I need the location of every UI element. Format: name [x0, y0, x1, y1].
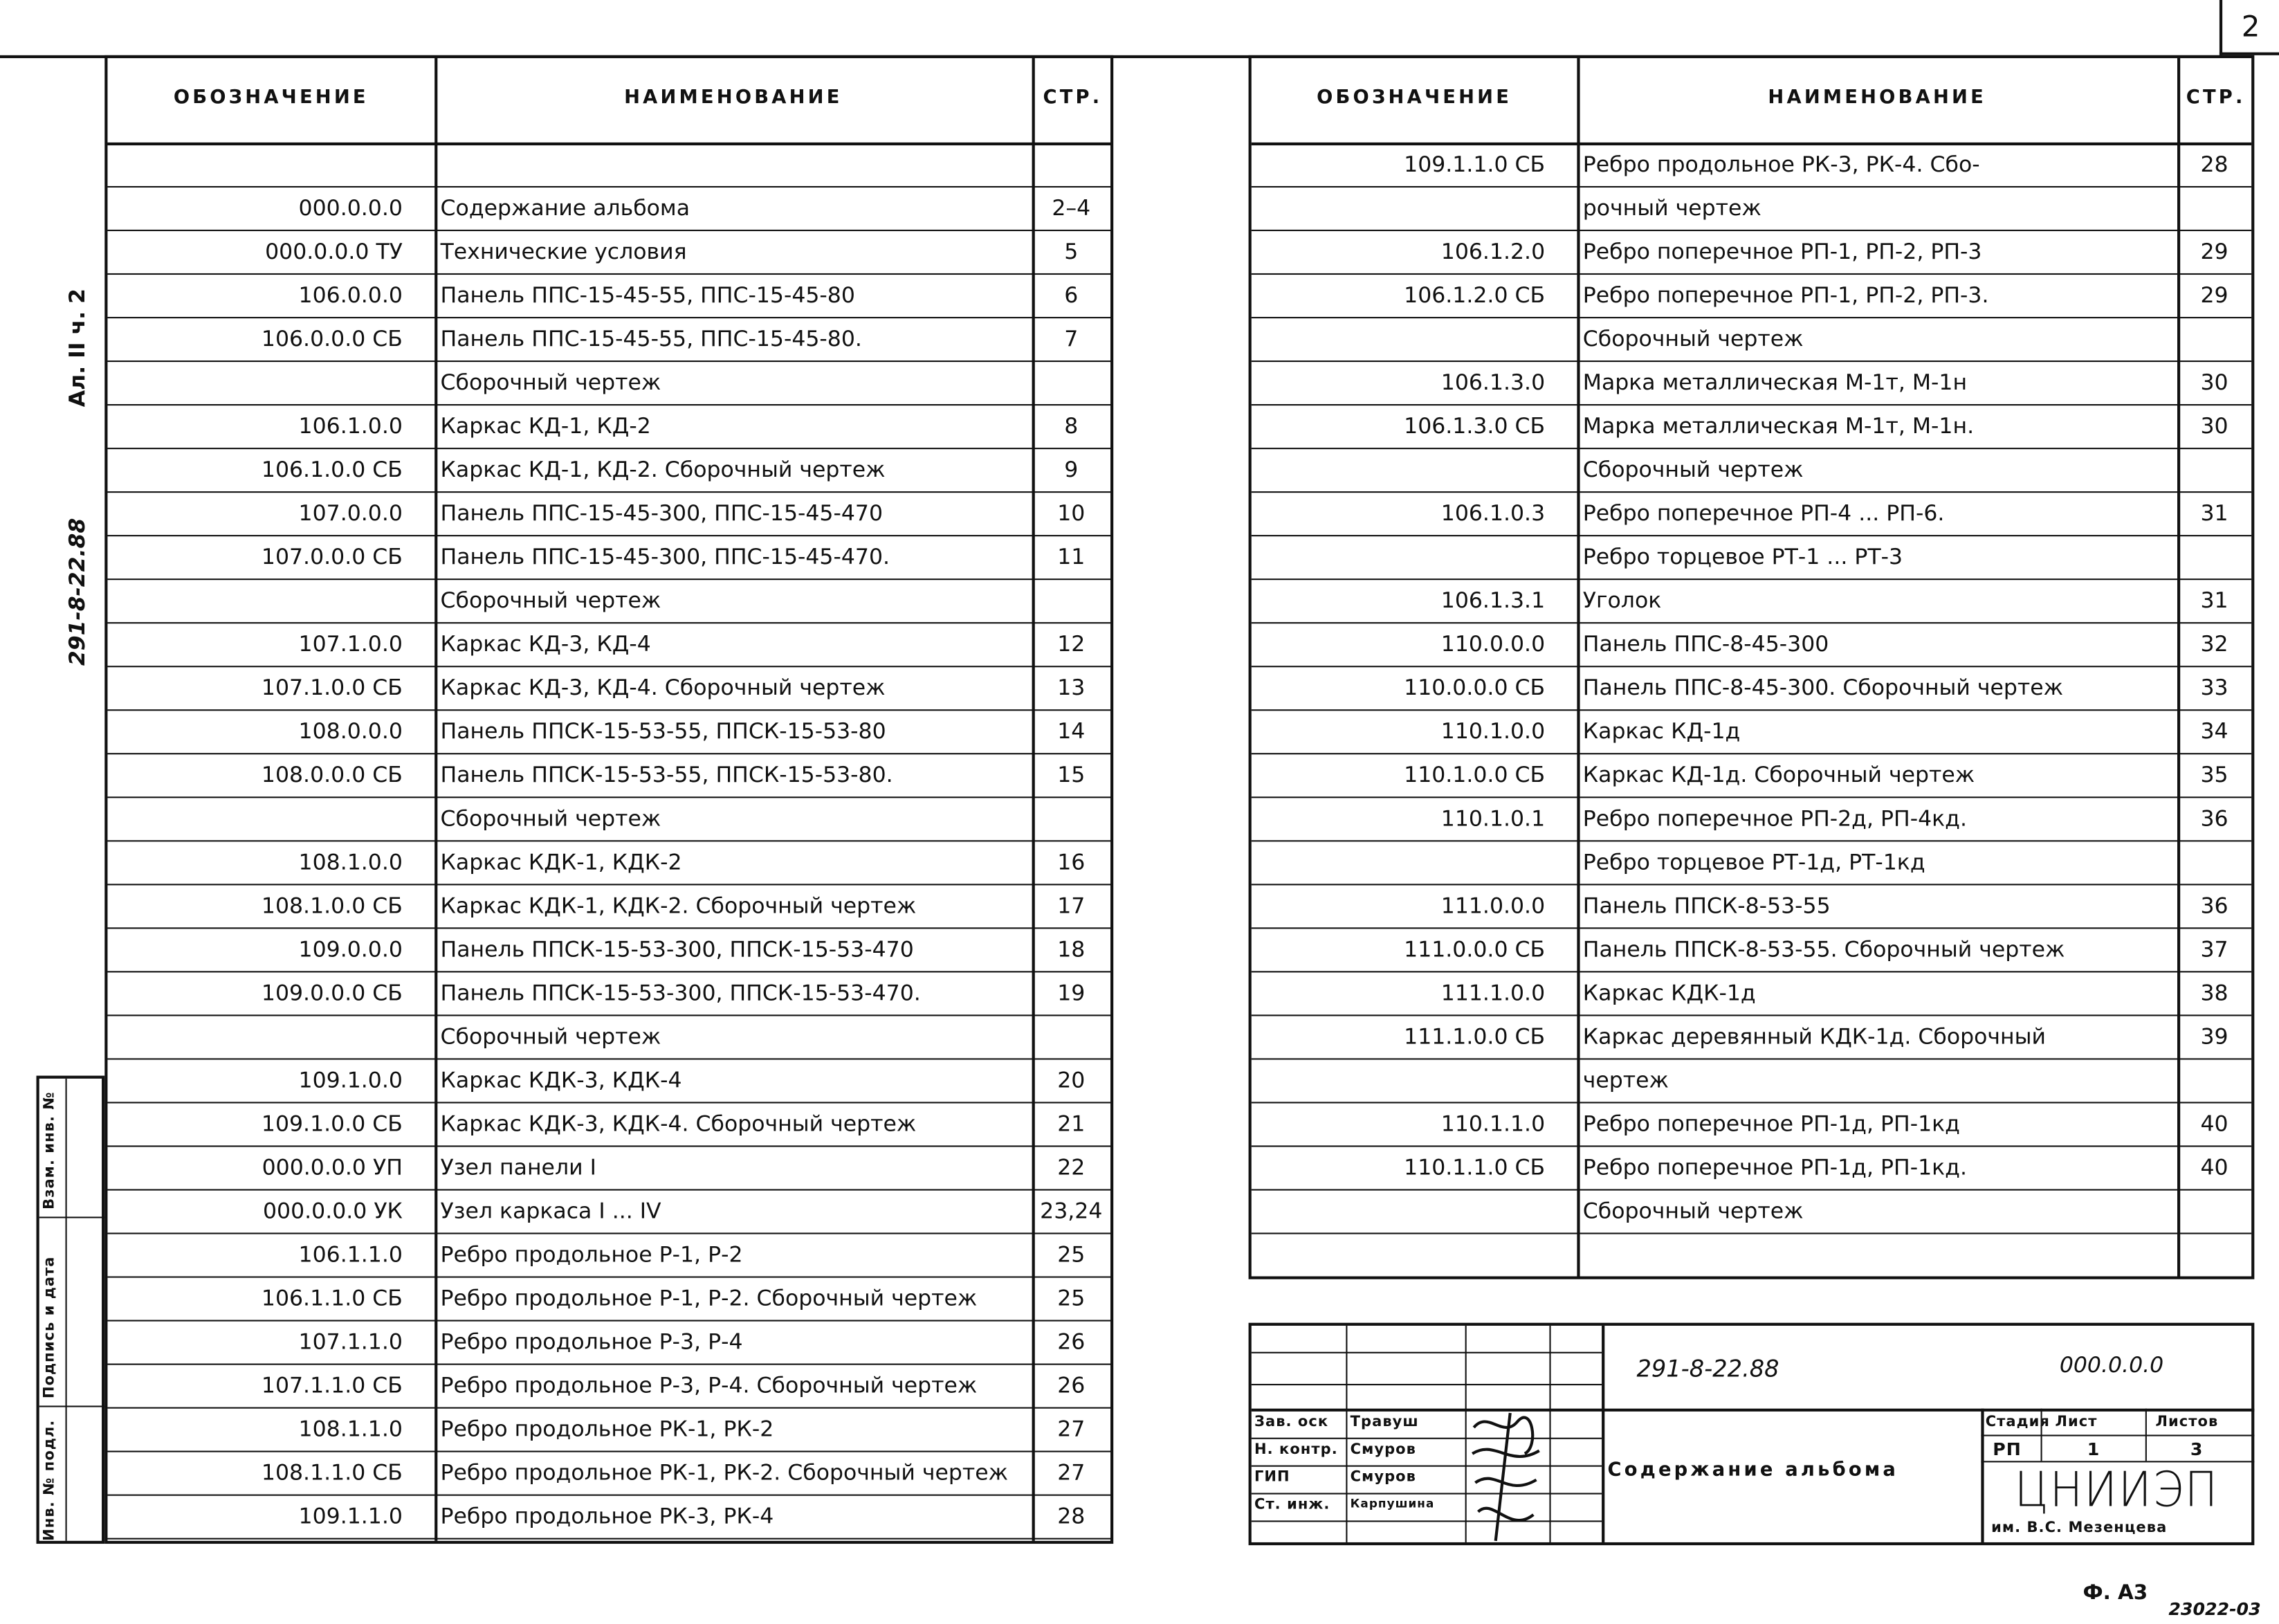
table-row [107, 796, 1110, 841]
side-album-label: Ал. II ч. 2 [64, 288, 91, 408]
row-code: 110.1.1.0 СБ [1404, 1154, 1546, 1180]
table-row [107, 1364, 1110, 1409]
table-row [1252, 361, 2251, 405]
row-name: Каркас КД-1, КД-2 [440, 412, 651, 439]
row-name: Ребро поперечное РП-4 ... РП-6. [1582, 500, 1945, 527]
stamp-strip [37, 1076, 105, 1544]
row-name: Каркас КД-1, КД-2. Сборочный чертеж [440, 456, 886, 483]
stage-label: Стадия [1985, 1414, 2050, 1431]
org-subtitle: им. В.С. Мезенцева [1991, 1520, 2168, 1537]
table-row [1252, 709, 2251, 754]
row-page: 23,24 [1040, 1198, 1103, 1224]
row-code: 108.1.1.0 СБ [261, 1459, 403, 1486]
row-page: 15 [1057, 761, 1086, 788]
row-name: Ребро продольное Р-1, Р-2. Сборочный чертеж [440, 1285, 978, 1311]
row-page: 37 [2200, 936, 2228, 962]
row-page: 35 [2200, 761, 2228, 788]
row-name: Ребро продольное Р-3, Р-4 [440, 1329, 743, 1355]
row-page: 40 [2200, 1154, 2228, 1180]
row-name: рочный чертеж [1582, 194, 1761, 221]
signer-name: Карпушина [1350, 1497, 1435, 1511]
table-row [107, 404, 1110, 449]
row-name: Сборочный чертеж [440, 587, 661, 614]
row-name: Ребро продольное Р-1, Р-2 [440, 1241, 743, 1268]
table-row [1252, 884, 2251, 929]
table-row [1252, 1145, 2251, 1190]
row-name: Ребро продольное РК-3, РК-4. Сбо- [1582, 151, 1980, 178]
side-code-label: 291-8-22.88 [64, 518, 91, 666]
row-page: 10 [1057, 500, 1086, 527]
table-row [107, 753, 1110, 798]
row-name: Каркас КДК-3, КДК-4 [440, 1066, 682, 1093]
table-header [1252, 58, 2251, 145]
row-code: 106.1.0.0 СБ [261, 456, 403, 483]
row-name: Каркас КД-1д. Сборочный чертеж [1582, 761, 1975, 788]
row-name: Панель ППС-15-45-55, ППС-15-45-80. [440, 325, 862, 352]
row-code: 107.1.1.0 СБ [261, 1372, 403, 1398]
contents-table-right [1249, 55, 2255, 1279]
row-page: 36 [2200, 892, 2228, 919]
table-row [107, 1277, 1110, 1322]
row-page: 26 [1057, 1329, 1086, 1355]
header-page: СТР. [2186, 87, 2246, 109]
title-block [1249, 1323, 2255, 1545]
row-page: 12 [1057, 630, 1086, 657]
signer-name: Смуров [1350, 1469, 1416, 1486]
table-row [1252, 796, 2251, 841]
table-row [1252, 1232, 2251, 1277]
table-row [107, 666, 1110, 711]
row-name: Каркас КДК-3, КДК-4. Сборочный чертеж [440, 1111, 917, 1137]
row-name: Ребро поперечное РП-1, РП-2, РП-3. [1582, 282, 1989, 309]
row-name: Панель ППСК-15-53-300, ППСК-15-53-470 [440, 936, 914, 962]
table-row [1252, 404, 2251, 449]
row-name: Панель ППСК-15-53-55, ППСК-15-53-80 [440, 718, 886, 745]
stamp-label-original-inv: Инв. № подл. [42, 1419, 59, 1541]
row-name: Панель ППСК-8-53-55. Сборочный чертеж [1582, 936, 2065, 962]
header-name: НАИМЕНОВАНИЕ [624, 87, 843, 109]
table-row [1252, 1058, 2251, 1103]
row-name: Каркас КДК-1, КДК-2 [440, 848, 682, 875]
table-row [107, 1451, 1110, 1496]
row-page: 34 [2200, 718, 2228, 745]
table-row [1252, 578, 2251, 623]
table-row [1252, 971, 2251, 1016]
table-row [1252, 1189, 2251, 1234]
row-code: 107.1.0.0 [298, 630, 403, 657]
table-row [1252, 186, 2251, 231]
row-code: 107.1.0.0 СБ [261, 674, 403, 701]
table-row [107, 448, 1110, 493]
row-page: 9 [1064, 456, 1079, 483]
row-name: Каркас КД-3, КД-4. Сборочный чертеж [440, 674, 886, 701]
row-page: 14 [1057, 718, 1086, 745]
row-page: 30 [2200, 412, 2228, 439]
signer-role: Ст. инж. [1254, 1497, 1330, 1513]
row-name: Панель ППС-15-45-55, ППС-15-45-80 [440, 282, 855, 309]
row-code: 110.1.0.0 [1440, 718, 1546, 745]
table-row [107, 361, 1110, 405]
row-code: 110.0.0.0 СБ [1404, 674, 1546, 701]
table-row [107, 840, 1110, 885]
row-code: 106.1.0.3 [1440, 500, 1546, 527]
table-row [107, 709, 1110, 754]
stage-value: РП [1993, 1439, 2022, 1460]
table-row [107, 230, 1110, 275]
row-page: 29 [2200, 282, 2228, 309]
row-code: 108.1.1.0 [298, 1416, 403, 1442]
row-page: 5 [1064, 238, 1079, 265]
row-name: Ребро поперечное РП-1, РП-2, РП-3 [1582, 238, 1982, 265]
row-code: 111.1.0.0 [1440, 979, 1546, 1006]
table-row [107, 317, 1110, 362]
row-name: Сборочный чертеж [1582, 456, 1804, 483]
table-row [1252, 1102, 2251, 1147]
row-code: 107.0.0.0 СБ [261, 543, 403, 570]
row-code: 108.1.0.0 [298, 848, 403, 875]
archive-number: 23022-03 [2168, 1598, 2261, 1620]
row-code: 107.1.1.0 [298, 1329, 403, 1355]
row-page: 29 [2200, 238, 2228, 265]
header-code: ОБОЗНАЧЕНИЕ [1317, 87, 1512, 109]
table-row [1252, 1014, 2251, 1059]
row-name: Ребро продольное РК-3, РК-4 [440, 1503, 774, 1530]
table-row [1252, 666, 2251, 711]
header-page: СТР. [1043, 87, 1103, 109]
row-name: Технические условия [440, 238, 687, 265]
row-name: Ребро продольное РК-1, РК-2 [440, 1416, 774, 1442]
row-page: 28 [1057, 1503, 1086, 1530]
table-row [1252, 622, 2251, 667]
row-page: 20 [1057, 1066, 1086, 1093]
row-code: 000.0.0.0 [298, 194, 403, 221]
row-name: Ребро продольное РК-1, РК-2. Сборочный чертеж [440, 1459, 1009, 1486]
row-name: чертеж [1582, 1066, 1669, 1093]
table-row [107, 535, 1110, 580]
row-page: 38 [2200, 979, 2228, 1006]
row-page: 22 [1057, 1154, 1086, 1180]
table-row [107, 1320, 1110, 1365]
row-code: 109.1.0.0 [298, 1066, 403, 1093]
doc-designation: 000.0.0.0 [2059, 1351, 2164, 1378]
table-row [1252, 840, 2251, 885]
table-row [107, 622, 1110, 667]
row-name: Сборочный чертеж [440, 805, 661, 832]
format-label: Ф. А3 [2083, 1581, 2148, 1605]
row-code: 106.1.2.0 СБ [1404, 282, 1546, 309]
sheet-label: Лист [2055, 1414, 2098, 1431]
sheets-label: Листов [2155, 1414, 2219, 1431]
table-row [107, 1407, 1110, 1452]
row-page: 39 [2200, 1023, 2228, 1050]
table-row [107, 1189, 1110, 1234]
row-code: 109.1.0.0 СБ [261, 1111, 403, 1137]
row-page: 7 [1064, 325, 1079, 352]
row-code: 110.1.0.1 [1440, 805, 1546, 832]
row-name: Панель ППС-15-45-300, ППС-15-45-470 [440, 500, 884, 527]
signer-name: Смуров [1350, 1441, 1416, 1459]
row-code: 106.1.0.0 [298, 412, 403, 439]
table-row [1252, 491, 2251, 536]
sheet-value: 1 [2087, 1439, 2100, 1460]
row-page: 33 [2200, 674, 2228, 701]
table-row [107, 143, 1110, 188]
row-name: Ребро торцевое РТ-1 ... РТ-3 [1582, 543, 1903, 570]
table-row [107, 1495, 1110, 1540]
table-row [107, 186, 1110, 231]
row-code: 106.0.0.0 [298, 282, 403, 309]
row-name: Панель ППС-15-45-300, ППС-15-45-470. [440, 543, 890, 570]
row-page: 27 [1057, 1459, 1086, 1486]
signer-role: ГИП [1254, 1469, 1290, 1486]
row-name: Сборочный чертеж [440, 1023, 661, 1050]
sheet-number: 2 [2219, 0, 2279, 55]
table-row [1252, 317, 2251, 362]
org-logo: ЦНИИЭП [2014, 1462, 2219, 1519]
row-code: 106.1.2.0 [1440, 238, 1546, 265]
row-name: Каркас КДК-1, КДК-2. Сборочный чертеж [440, 892, 917, 919]
table-row [1252, 535, 2251, 580]
table-row [1252, 230, 2251, 275]
row-name: Ребро продольное Р-3, Р-4. Сборочный чертеж [440, 1372, 978, 1398]
sheets-value: 3 [2190, 1439, 2204, 1460]
row-code: 106.1.3.0 [1440, 369, 1546, 396]
row-page: 36 [2200, 805, 2228, 832]
table-row [107, 971, 1110, 1016]
row-code: 108.0.0.0 [298, 718, 403, 745]
row-page: 8 [1064, 412, 1079, 439]
table-row [107, 884, 1110, 929]
row-name: Марка металлическая М-1т, М-1н [1582, 369, 1968, 396]
row-page: 26 [1057, 1372, 1086, 1398]
row-code: 110.1.1.0 [1440, 1111, 1546, 1137]
row-code: 107.0.0.0 [298, 500, 403, 527]
row-code: 109.0.0.0 [298, 936, 403, 962]
row-name: Сборочный чертеж [440, 369, 661, 396]
row-name: Сборочный чертеж [1582, 325, 1804, 352]
header-code: ОБОЗНАЧЕНИЕ [173, 87, 369, 109]
table-row [107, 1058, 1110, 1103]
row-page: 28 [2200, 151, 2228, 178]
row-code: 106.1.1.0 СБ [261, 1285, 403, 1311]
row-code: 108.1.0.0 СБ [261, 892, 403, 919]
row-name: Панель ППСК-8-53-55 [1582, 892, 1831, 919]
row-page: 16 [1057, 848, 1086, 875]
row-code: 108.0.0.0 СБ [261, 761, 403, 788]
row-name: Ребро торцевое РТ-1д, РТ-1кд [1582, 848, 1925, 875]
row-code: 000.0.0.0 УП [262, 1154, 403, 1180]
table-row [107, 1232, 1110, 1277]
row-name: Каркас КДК-1д [1582, 979, 1756, 1006]
row-code: 106.1.1.0 [298, 1241, 403, 1268]
row-code: 111.0.0.0 [1440, 892, 1546, 919]
stamp-label-replaced-inv: Взам. инв. № [42, 1091, 59, 1210]
row-name: Ребро поперечное РП-2д, РП-4кд. [1582, 805, 1967, 832]
table-row [1252, 753, 2251, 798]
table-row [1252, 927, 2251, 972]
signer-name: Травуш [1350, 1414, 1419, 1431]
signatures-scribble [1467, 1410, 1548, 1547]
row-name: Марка металлическая М-1т, М-1н. [1582, 412, 1975, 439]
stamp-label-signature-date: Подпись и дата [42, 1256, 59, 1398]
contents-table-left [104, 55, 1113, 1544]
row-name: Панель ППС-8-45-300 [1582, 630, 1829, 657]
row-page: 6 [1064, 282, 1079, 309]
row-code: 106.0.0.0 СБ [261, 325, 403, 352]
row-name: Каркас деревянный КДК-1д. Сборочный [1582, 1023, 2047, 1050]
row-page: 13 [1057, 674, 1086, 701]
row-code: 106.1.3.1 [1440, 587, 1546, 614]
row-page: 31 [2200, 587, 2228, 614]
row-code: 109.0.0.0 СБ [261, 979, 403, 1006]
table-row [1252, 143, 2251, 188]
row-code: 110.1.0.0 СБ [1404, 761, 1546, 788]
row-code: 111.0.0.0 СБ [1404, 936, 1546, 962]
row-page: 31 [2200, 500, 2228, 527]
row-name: Узел каркаса I ... IV [440, 1198, 661, 1224]
table-row [107, 273, 1110, 318]
row-page: 25 [1057, 1241, 1086, 1268]
table-header [107, 58, 1110, 145]
row-page: 17 [1057, 892, 1086, 919]
table-row [107, 578, 1110, 623]
row-name: Каркас КД-3, КД-4 [440, 630, 651, 657]
table-row [107, 491, 1110, 536]
table-row [107, 1145, 1110, 1190]
row-name: Узел панели I [440, 1154, 596, 1180]
row-code: 109.1.1.0 [298, 1503, 403, 1530]
row-name: Уголок [1582, 587, 1662, 614]
signer-role: Н. контр. [1254, 1441, 1338, 1459]
row-name: Ребро поперечное РП-1д, РП-1кд [1582, 1111, 1960, 1137]
row-name: Сборочный чертеж [1582, 1198, 1804, 1224]
row-code: 106.1.3.0 СБ [1404, 412, 1546, 439]
row-name: Содержание альбома [440, 194, 690, 221]
row-page: 11 [1057, 543, 1086, 570]
row-page: 19 [1057, 979, 1086, 1006]
row-page: 27 [1057, 1416, 1086, 1442]
table-row [107, 1014, 1110, 1059]
doc-title: Содержание альбома [1607, 1459, 1899, 1481]
signer-role: Зав. оск [1254, 1414, 1329, 1431]
row-code: 000.0.0.0 ТУ [265, 238, 403, 265]
table-row [1252, 448, 2251, 493]
table-row [107, 1102, 1110, 1147]
row-code: 000.0.0.0 УК [262, 1198, 403, 1224]
row-page: 21 [1057, 1111, 1086, 1137]
row-name: Панель ППСК-15-53-300, ППСК-15-53-470. [440, 979, 921, 1006]
row-code: 110.0.0.0 [1440, 630, 1546, 657]
table-row [1252, 273, 2251, 318]
row-name: Панель ППС-8-45-300. Сборочный чертеж [1582, 674, 2064, 701]
row-page: 32 [2200, 630, 2228, 657]
row-name: Каркас КД-1д [1582, 718, 1741, 745]
table-row [107, 927, 1110, 972]
header-name: НАИМЕНОВАНИЕ [1768, 87, 1986, 109]
row-page: 2–4 [1052, 194, 1091, 221]
row-name: Ребро поперечное РП-1д, РП-1кд. [1582, 1154, 1967, 1180]
row-page: 30 [2200, 369, 2228, 396]
row-code: 109.1.1.0 СБ [1404, 151, 1546, 178]
row-page: 18 [1057, 936, 1086, 962]
row-name: Панель ППСК-15-53-55, ППСК-15-53-80. [440, 761, 893, 788]
row-code: 111.1.0.0 СБ [1404, 1023, 1546, 1050]
doc-code: 291-8-22.88 [1636, 1354, 1779, 1383]
row-page: 25 [1057, 1285, 1086, 1311]
row-page: 40 [2200, 1111, 2228, 1137]
